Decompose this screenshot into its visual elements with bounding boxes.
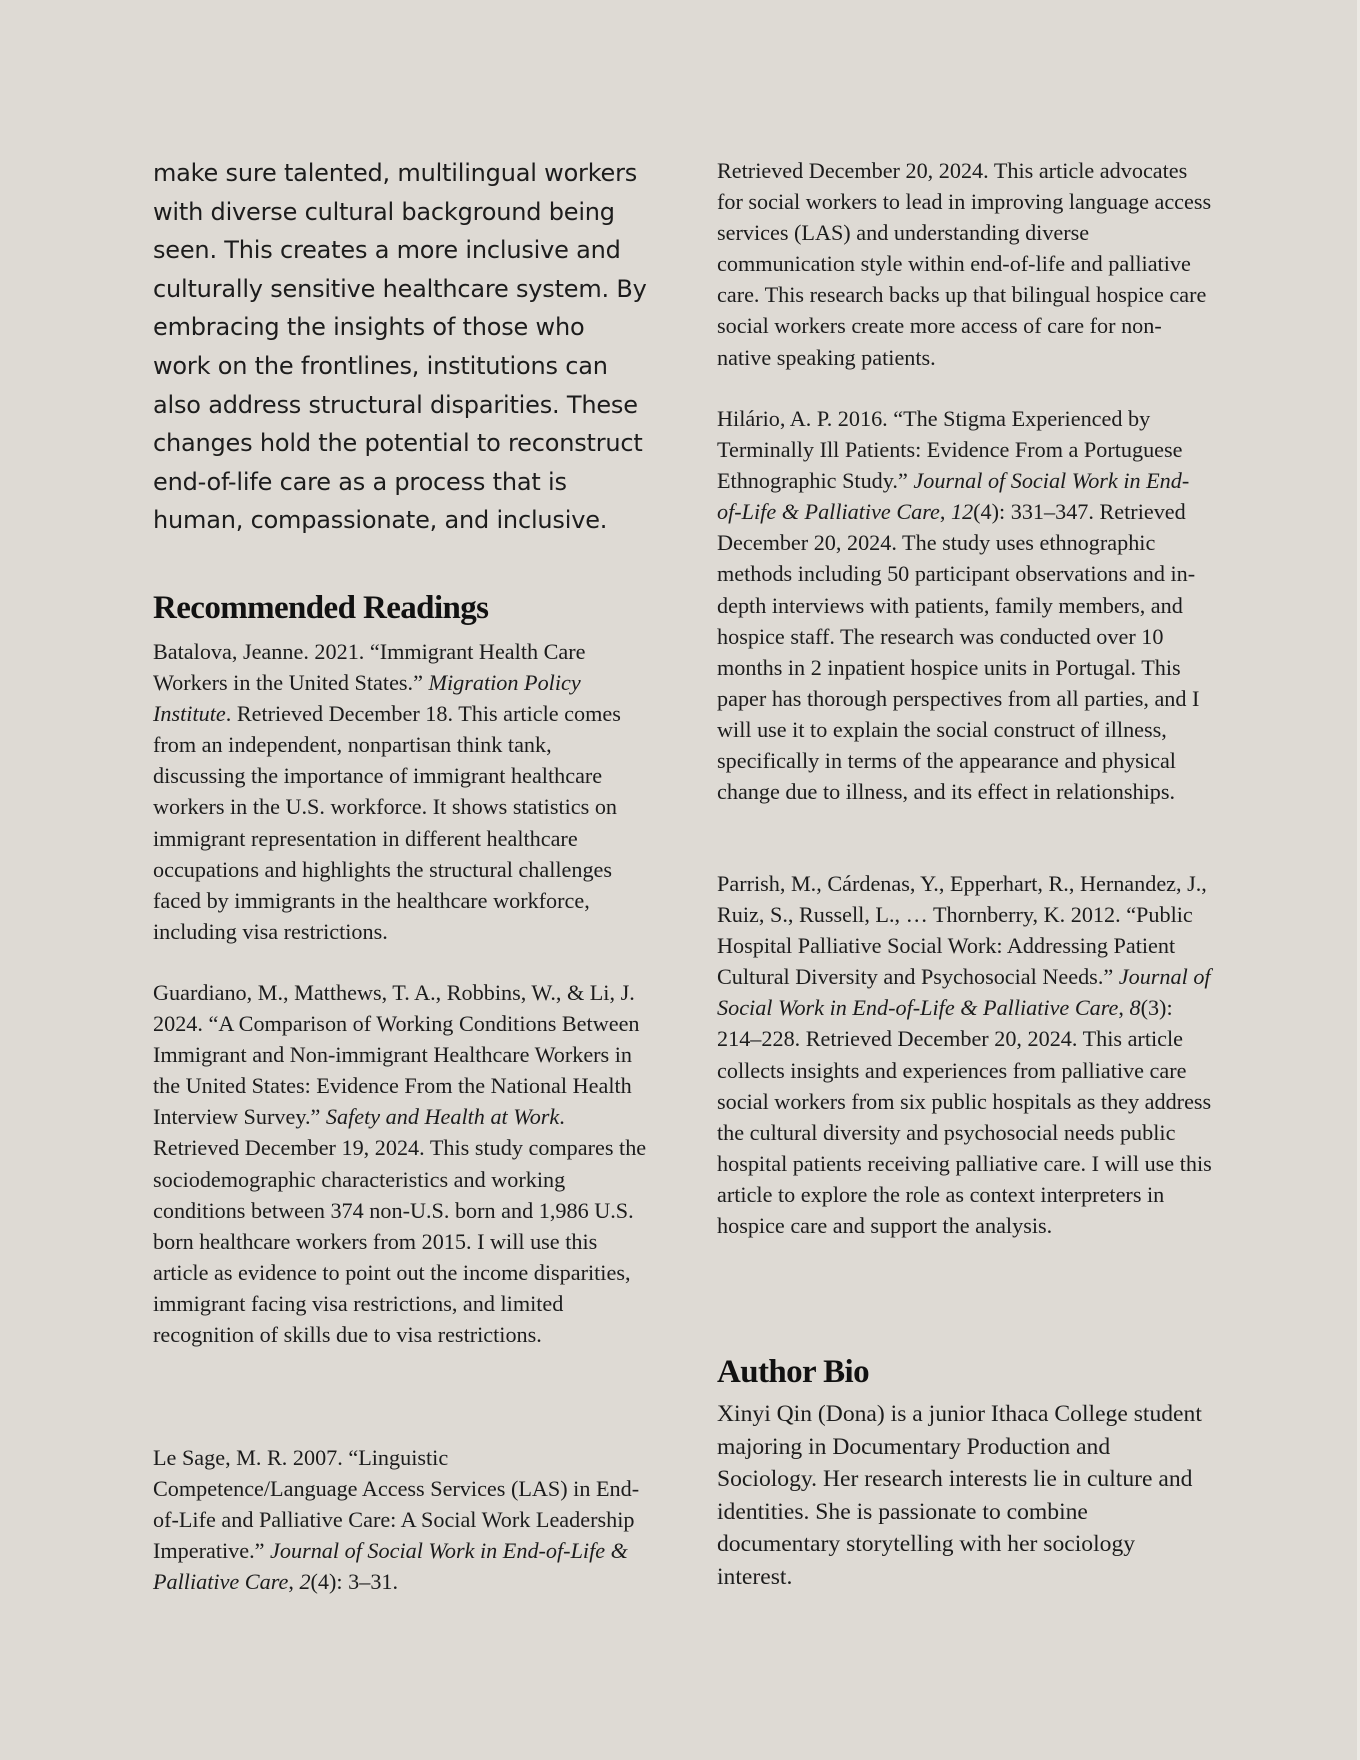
- reference-batalova: Batalova, Jeanne. 2021. “Immigrant Health Care Workers in the United States.” Migration Policy Institute. Retrieved December 18. This article comes from an independent, nonpartisan think tank, discussing the importance of immigrant healthcare workers in the U.S. workforce. It shows statistics on immigrant representation in different healthcare occupations and highlights the structural challenges faced by immigrants in the healthcare workforce, including visa restrictions.: [153, 639, 621, 944]
- reference-le-sage: Le Sage, M. R. 2007. “Linguistic Competence/Language Access Services (LAS) in End-of-Life and Palliative Care: A Social Work Leadership Imperative.” Journal of Social Work in End-of-Life & Palliative Care, 2(4): 3–31.: [153, 1445, 640, 1595]
- recommended-readings-heading: Recommended Readings: [153, 590, 489, 626]
- reference-parrish: Parrish, M., Cárdenas, Y., Epperhart, R., Hernandez, J., Ruiz, S., Russell, L., … Thornberry, K. 2012. “Public Hospital Palliative Social Work: Addressing Patient Cultural Diversity and Psychosocial Needs.” Journal of Social Work in End-of-Life & Palliative Care, 8(3): 214–228. Retrieved December 20, 2024. This article collects insights and experiences from palliative care social workers from six public hospitals as they address the cultural diversity and psychosocial needs public hospital patients receiving palliative care. I will use this article to explore the role as context interpreters in hospice care and support the analysis.: [717, 871, 1212, 1239]
- closing-paragraph: make sure talented, multilingual workers with diverse cultural background being seen. This creates a more inclusive and culturally sensitive healthcare system. By embracing the insights of those who work on the frontlines, institutions can also address structural disparities. These changes hold the potential to reconstruct end-of-life care as a process that is human, compassionate, and inclusive.: [153, 159, 647, 535]
- author-bio-text: Xinyi Qin (Dona) is a junior Ithaca College student majoring in Documentary Production and Sociology. Her research interests lie in culture and identities. She is passionate to combine documentary storytelling with her sociology interest.: [717, 1401, 1202, 1590]
- reference-le-sage-continued: Retrieved December 20, 2024. This article advocates for social workers to lead in improving language access services (LAS) and understanding diverse communication style within end-of-life and palliative care. This research backs up that bilingual hospice care social workers create more access of care for non-native speaking patients.: [717, 158, 1212, 370]
- reference-guardiano: Guardiano, M., Matthews, T. A., Robbins, W., & Li, J. 2024. “A Comparison of Working Conditions Between Immigrant and Non-immigrant Healthcare Workers in the United States: Evidence From the National Health Interview Survey.” Safety and Health at Work. Retrieved December 19, 2024. This study compares the sociodemographic characteristics and working conditions between 374 non-U.S. born and 1,986 U.S. born healthcare workers from 2015. I will use this article as evidence to point out the income disparities, immigrant facing visa restrictions, and limited recognition of skills due to visa restrictions.: [153, 980, 647, 1348]
- author-bio-heading: Author Bio: [717, 1354, 870, 1390]
- reference-hilario: Hilário, A. P. 2016. “The Stigma Experienced by Terminally Ill Patients: Evidence From a Portuguese Ethnographic Study.” Journal of Social Work in End-of-Life & Palliative Care, 12(4): 331–347. Retrieved December 20, 2024. The study uses ethnographic methods including 50 participant observations and in-depth interviews with patients, family members, and hospice staff. The research was conducted over 10 months in 2 inpatient hospice units in Portugal. This paper has thorough perspectives from all parties, and I will use it to explain the social construct of illness, specifically in terms of the appearance and physical change due to illness, and its effect in relationships.: [717, 406, 1200, 805]
